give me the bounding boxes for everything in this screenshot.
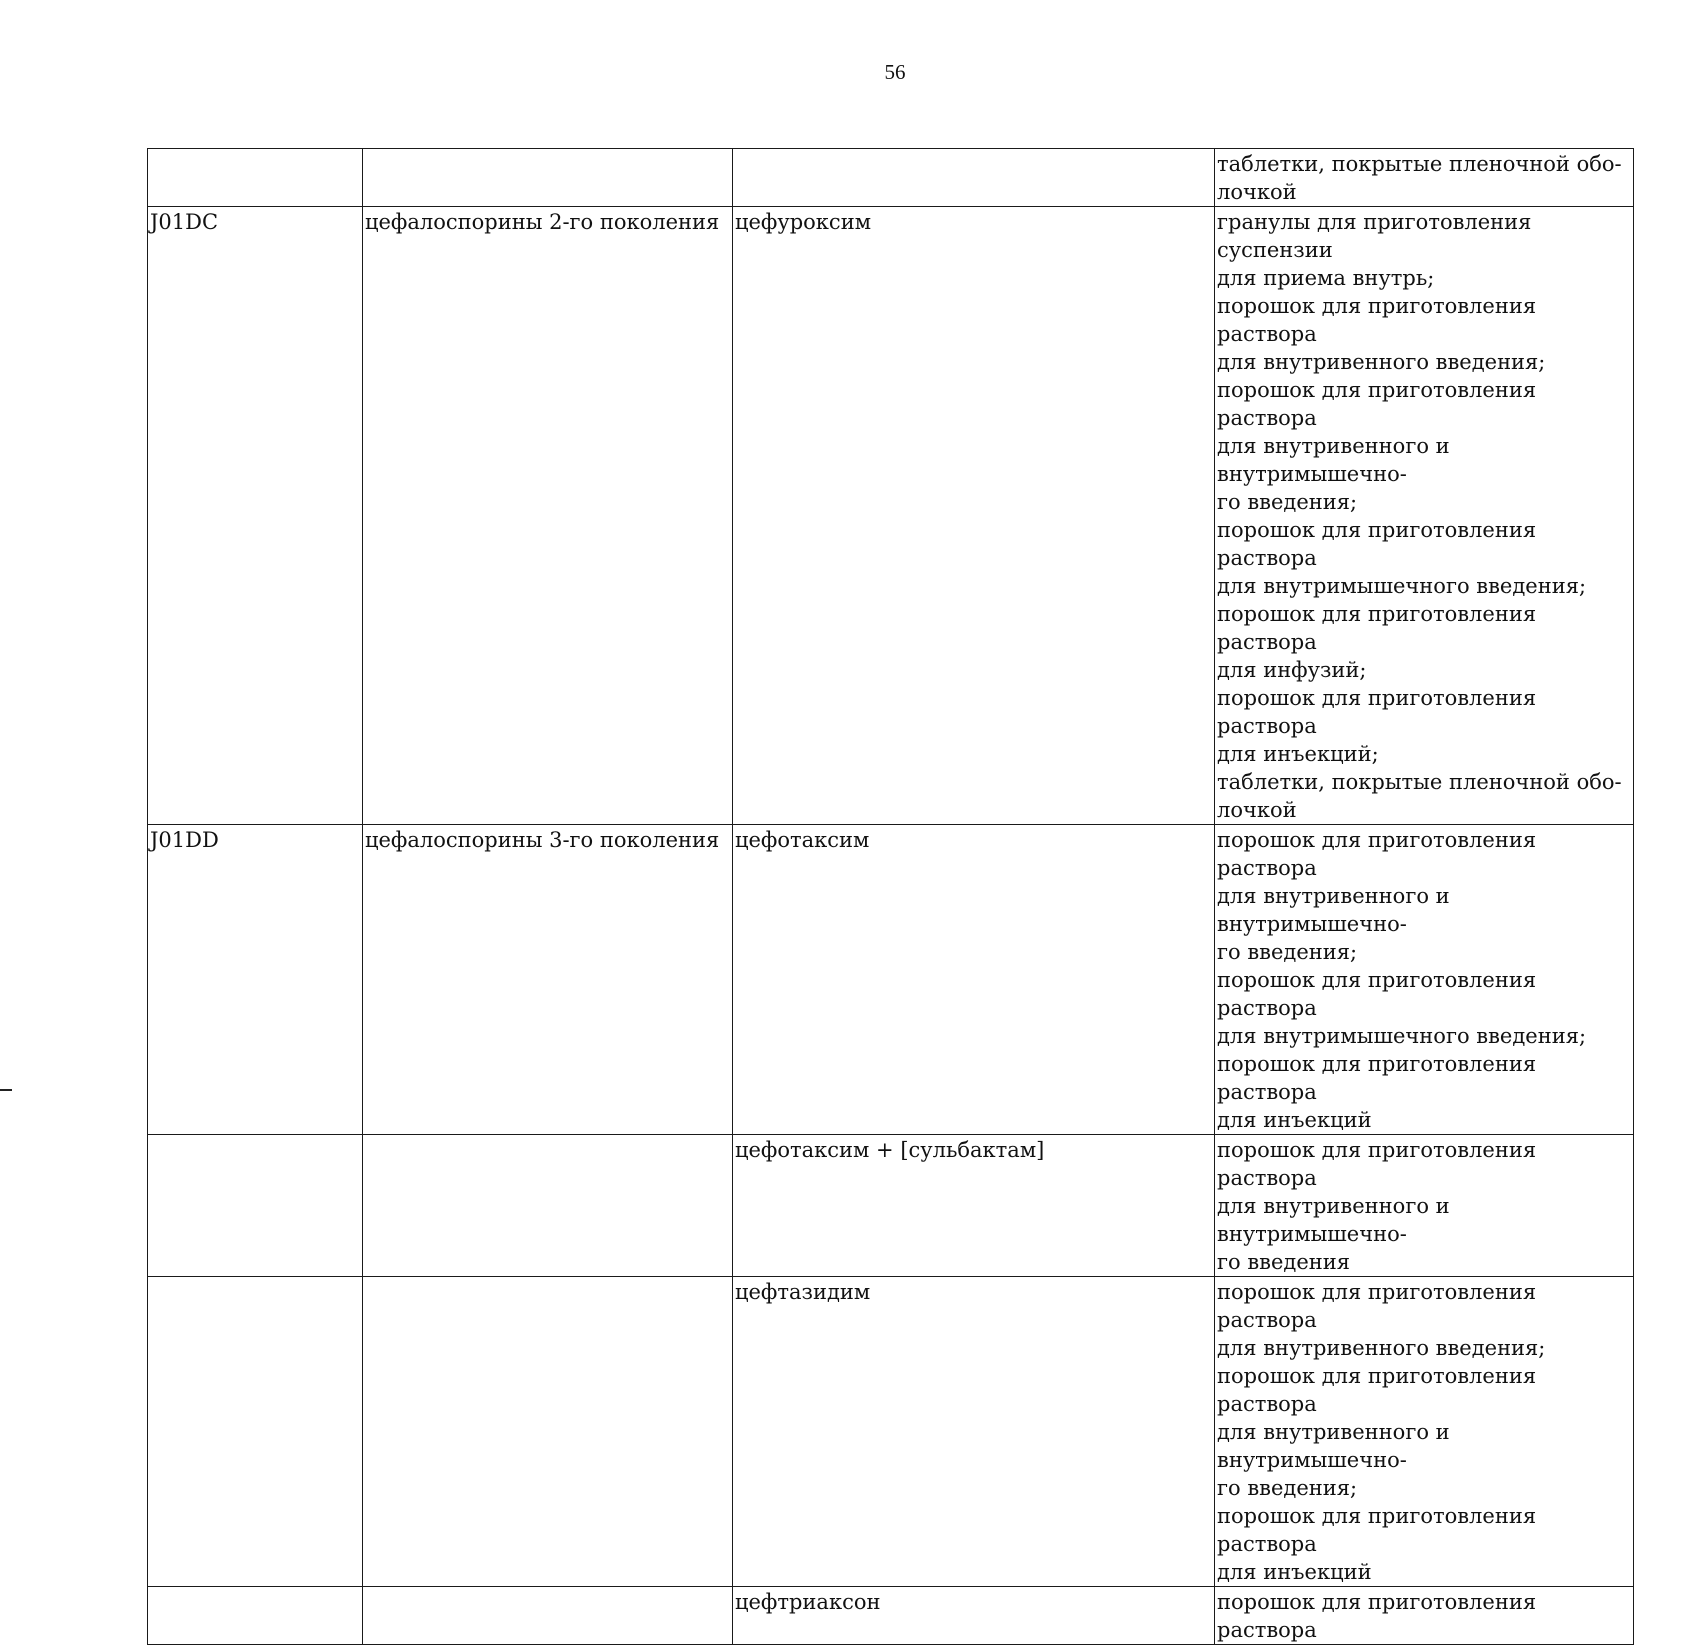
page-number: 56	[884, 60, 906, 84]
table-row	[148, 825, 1634, 1135]
drug-name-cell: цефотаксим + [сульбактам]	[733, 1135, 1215, 1277]
drug-group-cell: цефалоспорины 2-го поколения	[363, 207, 733, 825]
atc-code-cell	[148, 1135, 363, 1277]
drug-table	[147, 148, 1634, 1645]
dosage-form-cell: порошок для приготовления раствора для внутривенного и внутримышечно- го введения	[1215, 1135, 1634, 1277]
dosage-form-cell: гранулы для приготовления суспензии для приема внутрь; порошок для приготовления раствора для внутривенного введения; порошок для приготовления раствора для внутривенного и внутримышечно- го введения; порошок для приготовления раствора для внутримышечного введения; порошок для приготовления раствора для инфузий; порошок для приготовления раствора для инъекций; таблетки, покрытые пленочной обо- лочкой	[1215, 207, 1634, 825]
dosage-form-cell: таблетки, покрытые пленочной обо- лочкой	[1215, 149, 1634, 207]
drug-group-cell	[363, 149, 733, 207]
table-row	[148, 1587, 1634, 1645]
drug-name-cell	[733, 149, 1215, 207]
drug-group-cell: цефалоспорины 3-го поколения	[363, 825, 733, 1135]
drug-name-cell: цефтриаксон	[733, 1587, 1215, 1645]
drug-group-cell	[363, 1277, 733, 1587]
table-row	[148, 1277, 1634, 1587]
table-row	[148, 149, 1634, 207]
dosage-form-cell: порошок для приготовления раствора для внутривенного введения; порошок для приготовления раствора для внутривенного и внутримышечно- го введения; порошок для приготовления раствора для инъекций	[1215, 1277, 1634, 1587]
table-row	[148, 207, 1634, 825]
atc-code-cell	[148, 149, 363, 207]
atc-code-cell: J01DC	[148, 207, 363, 825]
drug-name-cell: цефтазидим	[733, 1277, 1215, 1587]
atc-code-cell	[148, 1587, 363, 1645]
drug-name-cell: цефотаксим	[733, 825, 1215, 1135]
table-row	[148, 1135, 1634, 1277]
dosage-form-cell: порошок для приготовления раствора для внутривенного и внутримышечно- го введения; порошок для приготовления раствора для внутримышечного введения; порошок для приготовления раствора для инъекций	[1215, 825, 1634, 1135]
dosage-form-cell: порошок для приготовления раствора	[1215, 1587, 1634, 1645]
atc-code-cell	[148, 1277, 363, 1587]
drug-group-cell	[363, 1587, 733, 1645]
margin-mark	[0, 1089, 12, 1091]
drug-name-cell: цефуроксим	[733, 207, 1215, 825]
drug-group-cell	[363, 1135, 733, 1277]
atc-code-cell: J01DD	[148, 825, 363, 1135]
